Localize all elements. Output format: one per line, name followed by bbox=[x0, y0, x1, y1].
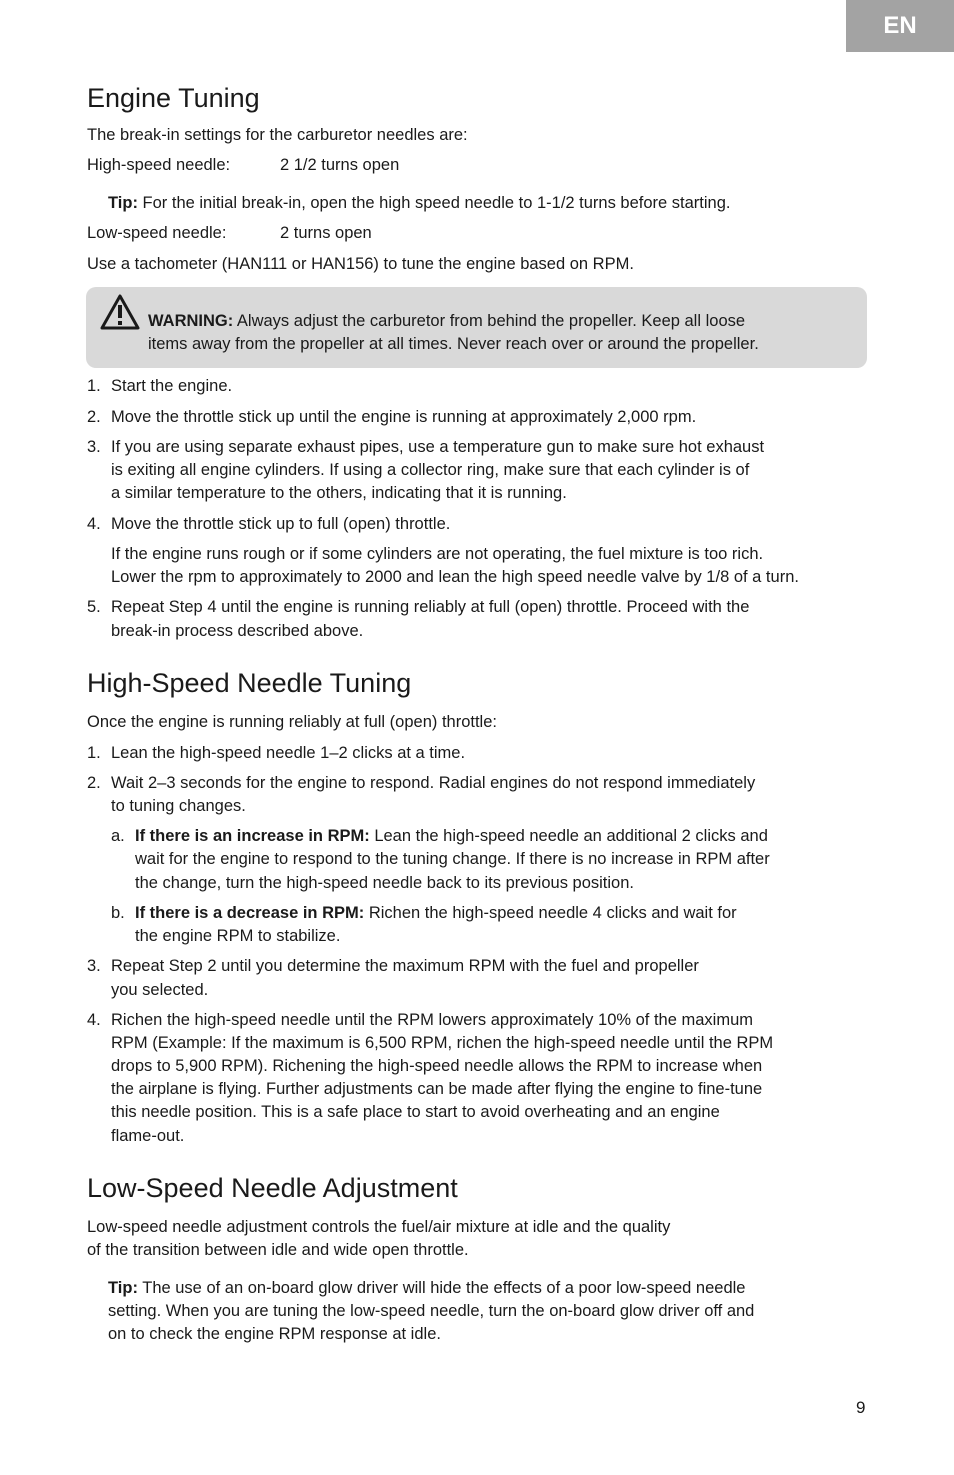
warning-text-1: Always adjust the carburetor from behind the propeller. Keep all loose bbox=[233, 312, 746, 330]
tip-glow-driver bbox=[108, 1277, 745, 1300]
step-text: Repeat Step 2 until you determine the maximum RPM with the fuel and propeller bbox=[111, 957, 699, 975]
step-text: Move the throttle stick up to full (open) throttle. bbox=[111, 515, 451, 533]
page-number: 9 bbox=[856, 1398, 866, 1417]
step-text: Move the throttle stick up until the engine is running at approximately 2,000 rpm. bbox=[111, 408, 697, 426]
step-text: If you are using separate exhaust pipes, use a temperature gun to make sure hot exhaust bbox=[111, 438, 765, 456]
substep-letter: b. bbox=[111, 904, 125, 922]
step-text: Repeat Step 4 until the engine is running reliably at full (open) throttle. Proceed with the bbox=[111, 598, 750, 616]
substep-line: Richen the high-speed needle 4 clicks and wait for bbox=[364, 904, 737, 922]
section-title-high-speed: High-Speed Needle Tuning bbox=[87, 668, 412, 698]
step-text: this needle position. This is a safe place to start to avoid overheating and an engine bbox=[111, 1103, 720, 1121]
low-speed-value: 2 turns open bbox=[280, 224, 372, 242]
step-text: drops to 5,900 RPM). Richening the high-speed needle allows the RPM to increase when bbox=[111, 1057, 763, 1075]
substep-bold: If there is an increase in RPM: bbox=[135, 827, 370, 845]
low-speed-label: Low-speed needle: bbox=[87, 224, 227, 242]
substep-text bbox=[135, 902, 737, 925]
high-speed-value: 2 1/2 turns open bbox=[280, 156, 400, 174]
step-number: 5. bbox=[87, 598, 101, 616]
language-tab: EN bbox=[846, 0, 954, 52]
step-text: Start the engine. bbox=[111, 377, 233, 395]
substep-line: Lean the high-speed needle an additional 2 clicks and bbox=[369, 827, 768, 845]
low-speed-intro: Low-speed needle adjustment controls the fuel/air mixture at idle and the quality bbox=[87, 1218, 671, 1236]
tip-text: The use of an on-board glow driver will hide the effects of a poor low-speed needle bbox=[137, 1279, 746, 1297]
tachometer-note: Use a tachometer (HAN111 or HAN156) to tune the engine based on RPM. bbox=[87, 255, 634, 273]
tip-label: Tip: bbox=[108, 194, 138, 212]
step-number: 4. bbox=[87, 515, 101, 533]
low-speed-intro: of the transition between idle and wide open throttle. bbox=[87, 1241, 469, 1259]
high-speed-label: High-speed needle: bbox=[87, 156, 231, 174]
warning-box bbox=[86, 287, 867, 368]
step-number: 3. bbox=[87, 438, 101, 456]
step-number: 4. bbox=[87, 1011, 101, 1029]
substep-text: wait for the engine to respond to the tuning change. If there is no increase in RPM after bbox=[135, 850, 770, 868]
step-text: a similar temperature to the others, indicating that it is running. bbox=[111, 484, 567, 502]
warning-triangle-icon bbox=[100, 294, 140, 330]
step-text: Wait 2–3 seconds for the engine to respond. Radial engines do not respond immediately bbox=[111, 774, 756, 792]
engine-tuning-intro: The break-in settings for the carburetor needles are: bbox=[87, 126, 468, 144]
step-text: Lean the high-speed needle 1–2 clicks at a time. bbox=[111, 744, 466, 762]
step-text: the airplane is flying. Further adjustments can be made after flying the engine to fine-tune bbox=[111, 1080, 763, 1098]
step-text: you selected. bbox=[111, 981, 209, 999]
substep-text: the engine RPM to stabilize. bbox=[135, 927, 341, 945]
step-number: 2. bbox=[87, 774, 101, 792]
step-number: 2. bbox=[87, 408, 101, 426]
step-text: RPM (Example: If the maximum is 6,500 RPM, richen the high-speed needle until the RPM bbox=[111, 1034, 774, 1052]
substep-text: the change, turn the high-speed needle back to its previous position. bbox=[135, 874, 634, 892]
tip-label: Tip: bbox=[108, 1279, 138, 1297]
high-speed-intro: Once the engine is running reliably at full (open) throttle: bbox=[87, 713, 497, 731]
section-title-low-speed: Low-Speed Needle Adjustment bbox=[87, 1173, 458, 1203]
warning-line-2: items away from the propeller at all times. Never reach over or around the propeller. bbox=[148, 335, 759, 353]
step-number: 1. bbox=[87, 377, 101, 395]
warning-line-1 bbox=[148, 310, 745, 333]
step-text: is exiting all engine cylinders. If using a collector ring, make sure that each cylinder is of bbox=[111, 461, 750, 479]
tip-text: setting. When you are tuning the low-speed needle, turn the on-board glow driver off and bbox=[108, 1302, 755, 1320]
step-text: to tuning changes. bbox=[111, 797, 246, 815]
section-title-engine-tuning: Engine Tuning bbox=[87, 83, 260, 113]
tip-initial-break-in bbox=[108, 192, 731, 215]
tip-text: For the initial break-in, open the high speed needle to 1-1/2 turns before starting. bbox=[137, 194, 731, 212]
warning-label: WARNING: bbox=[148, 312, 234, 330]
step-text: flame-out. bbox=[111, 1127, 185, 1145]
tip-text: on to check the engine RPM response at idle. bbox=[108, 1325, 441, 1343]
substep-letter: a. bbox=[111, 827, 125, 845]
substep-text bbox=[135, 825, 768, 848]
step-text: Richen the high-speed needle until the RPM lowers approximately 10% of the maximum bbox=[111, 1011, 753, 1029]
substep-bold: If there is a decrease in RPM: bbox=[135, 904, 365, 922]
step-text: break-in process described above. bbox=[111, 622, 364, 640]
step-number: 3. bbox=[87, 957, 101, 975]
step-note: If the engine runs rough or if some cylinders are not operating, the fuel mixture is too rich. bbox=[111, 545, 764, 563]
step-number: 1. bbox=[87, 744, 101, 762]
step-note: Lower the rpm to approximately to 2000 and lean the high speed needle valve by 1/8 of a turn. bbox=[111, 568, 799, 586]
